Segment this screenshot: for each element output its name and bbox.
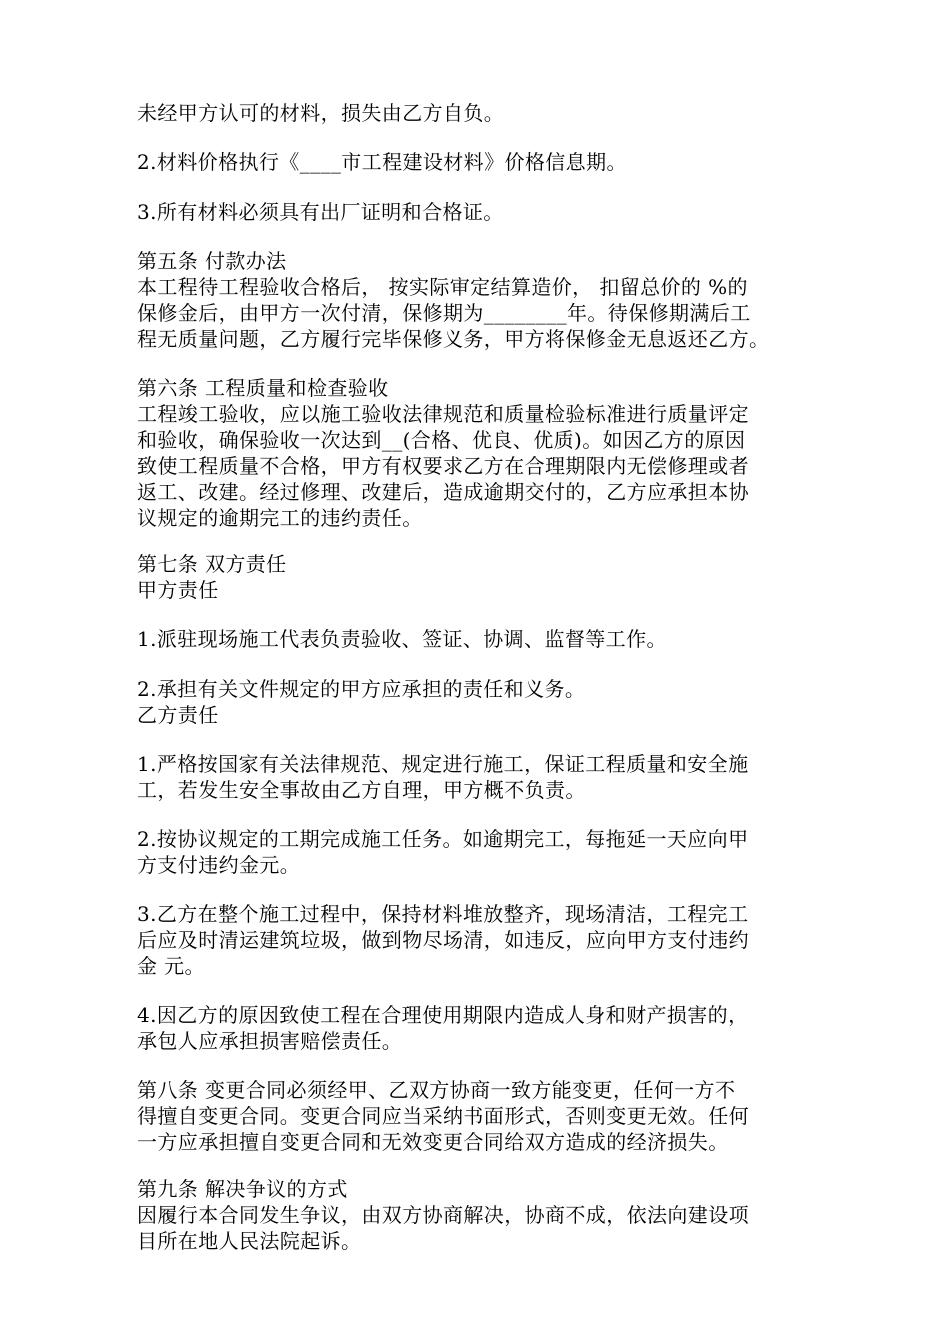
text-line: 一方应承担擅自变更合同和无效变更合同给双方造成的经济损失。 <box>137 1130 729 1154</box>
section-heading: 第七条 双方责任 <box>137 552 287 576</box>
text-line: 得擅自变更合同。变更合同应当采纳书面形式，否则变更无效。任何 <box>137 1104 749 1128</box>
text-line: 本工程待工程验收合格后， 按实际审定结算造价， 扣留总价的 %的 <box>137 275 748 299</box>
text-line: 金 元。 <box>137 954 205 978</box>
text-line: 1.严格按国家有关法律规范、规定进行施工，保证工程质量和安全施 <box>137 752 749 776</box>
text-line: 议规定的逾期完工的违约责任。 <box>137 506 423 530</box>
text-line: 方支付违约金元。 <box>137 853 301 877</box>
text-line: 后应及时清运建筑垃圾，做到物尽场清，如违反，应向甲方支付违约 <box>137 928 749 952</box>
subheading: 甲方责任 <box>137 578 219 602</box>
section-heading: 第八条 变更合同必须经甲、乙双方协商一致方能变更，任何一方不 <box>137 1078 736 1102</box>
text-line: 2.承担有关文件规定的甲方应承担的责任和义务。 <box>137 677 586 701</box>
text-line: 2.材料价格执行《____市工程建设材料》价格信息期。 <box>137 150 627 174</box>
section-heading: 第六条 工程质量和检查验收 <box>137 376 389 400</box>
text-line: 因履行本合同发生争议，由双方协商解决，协商不成，依法向建设项 <box>137 1203 749 1227</box>
text-line: 工，若发生安全事故由乙方自理，甲方概不负责。 <box>137 778 586 802</box>
text-line: 1.派驻现场施工代表负责验收、签证、协调、监督等工作。 <box>137 627 667 651</box>
text-line: 承包人应承担损害赔偿责任。 <box>137 1029 403 1053</box>
section-heading: 第九条 解决争议的方式 <box>137 1177 348 1201</box>
section-heading: 第五条 付款办法 <box>137 249 287 273</box>
subheading: 乙方责任 <box>137 703 219 727</box>
text-line: 未经甲方认可的材料，损失由乙方自负。 <box>137 101 505 125</box>
text-line: 返工、改建。经过修理、改建后，造成逾期交付的，乙方应承担本协 <box>137 480 749 504</box>
text-line: 目所在地人民法院起诉。 <box>137 1229 362 1253</box>
text-line: 3.所有材料必须具有出厂证明和合格证。 <box>137 200 504 224</box>
text-line: 4.因乙方的原因致使工程在合理使用期限内造成人身和财产损害的， <box>137 1003 749 1027</box>
text-line: 和验收，确保验收一次达到__(合格、优良、优质)。如因乙方的原因 <box>137 428 746 452</box>
text-line: 2.按协议规定的工期完成施工任务。如逾期完工，每拖延一天应向甲 <box>137 827 749 851</box>
text-line: 3.乙方在整个施工过程中，保持材料堆放整齐，现场清洁，工程完工 <box>137 902 749 926</box>
text-line: 保修金后，由甲方一次付清，保修期为________年。待保修期满后工 <box>137 301 751 325</box>
text-line: 程无质量问题，乙方履行完毕保修义务，甲方将保修金无息返还乙方。 <box>137 327 770 351</box>
text-line: 工程竣工验收，应以施工验收法律规范和质量检验标准进行质量评定 <box>137 402 749 426</box>
text-line: 致使工程质量不合格，甲方有权要求乙方在合理期限内无偿修理或者 <box>137 454 749 478</box>
